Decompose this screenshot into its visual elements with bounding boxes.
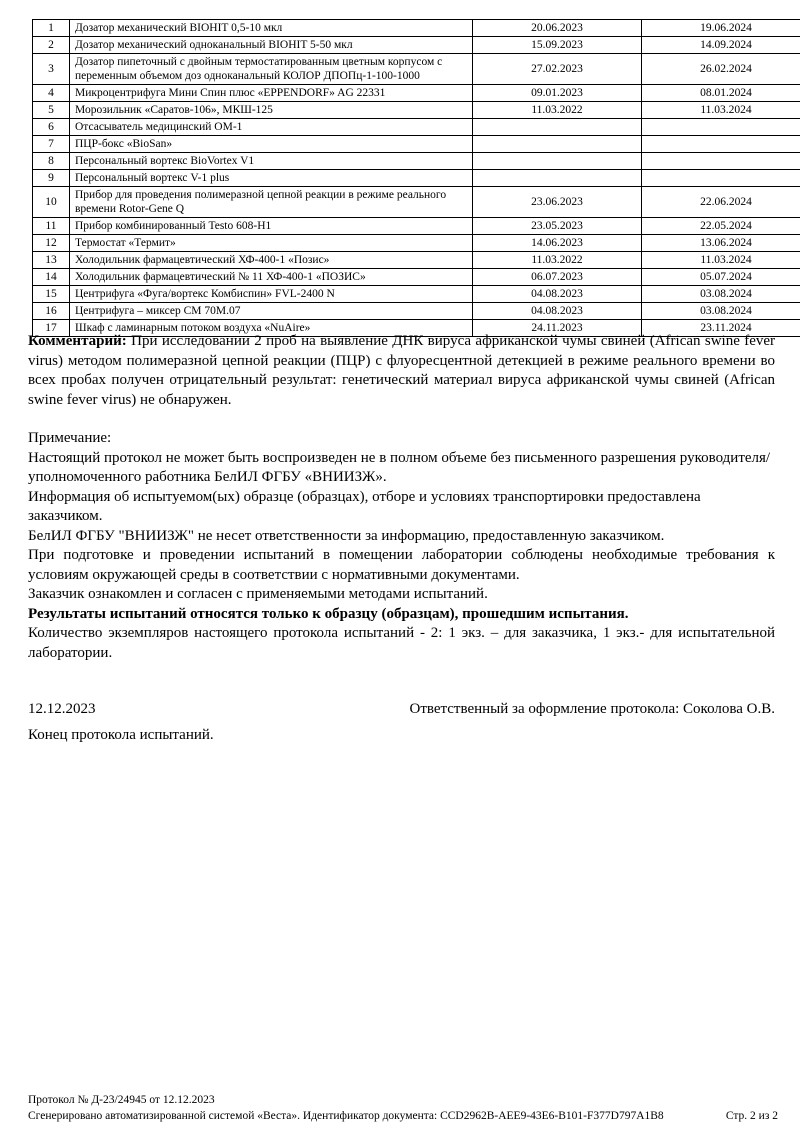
notes-section [28, 449, 775, 664]
row-number: 17 [33, 320, 70, 337]
equipment-name: Персональный вортекс V-1 plus [70, 170, 473, 187]
note-line: Информация об испытуемом(ых) образце (образцах), отборе и условиях транспортировки предоставлена заказчиком. [28, 488, 701, 524]
verification-valid-until: 08.01.2024 [642, 85, 800, 102]
equipment-name: Прибор комбинированный Testo 608-H1 [70, 218, 473, 235]
row-number: 14 [33, 269, 70, 286]
signature-date: 12.12.2023 [28, 701, 96, 717]
row-number: 3 [33, 54, 70, 85]
verification-valid-until: 14.09.2024 [642, 37, 800, 54]
equipment-name: Холодильник фармацевтический ХФ-400-1 «Позис» [70, 252, 473, 269]
row-number: 8 [33, 153, 70, 170]
verification-valid-until: 03.08.2024 [642, 286, 800, 303]
verification-date: 20.06.2023 [473, 20, 642, 37]
table-row [33, 187, 800, 218]
row-number: 7 [33, 136, 70, 153]
equipment-name: Отсасыватель медицинский ОМ-1 [70, 119, 473, 136]
equipment-name: Центрифуга – миксер СМ 70М.07 [70, 303, 473, 320]
verification-date [473, 119, 642, 136]
commentary-label: Комментарий: [28, 333, 127, 349]
responsible-person: Ответственный за оформление протокола: Соколова О.В. [409, 701, 775, 717]
note-line: Количество экземпляров настоящего протокола испытаний - 2: 1 экз. – для заказчика, 1 экз.- для испытательной лаборатории. [28, 625, 775, 661]
row-number: 13 [33, 252, 70, 269]
row-number: 16 [33, 303, 70, 320]
footer-generated-info: Сгенерировано автоматизированной системой «Веста». Идентификатор документа: CCD2962B-AEE9-43E6-B101-F377D797A1B8 [28, 1110, 664, 1122]
verification-date [473, 136, 642, 153]
equipment-name: Шкаф с ламинарным потоком воздуха «NuAire» [70, 320, 473, 337]
signature-row [28, 700, 775, 720]
notes-title: Примечание: [28, 430, 112, 446]
commentary-paragraph [28, 332, 775, 410]
note-line: Результаты испытаний относятся только к образцу (образцам), прошедшим испытания. [28, 605, 629, 622]
table-row [33, 20, 800, 37]
table-row [33, 102, 800, 119]
row-number: 15 [33, 286, 70, 303]
equipment-name: Дозатор механический BIOHIT 0,5-10 мкл [70, 20, 473, 37]
equipment-name: Морозильник «Саратов-106», МКШ-125 [70, 102, 473, 119]
footer-protocol-number: Протокол № Д-23/24945 от 12.12.2023 [28, 1094, 215, 1106]
equipment-name: Микроцентрифуга Мини Спин плюс «EPPENDORF» AG 22331 [70, 85, 473, 102]
equipment-name: ПЦР-бокс «BioSan» [70, 136, 473, 153]
end-of-protocol: Конец протокола испытаний. [28, 726, 214, 743]
note-line: При подготовке и проведении испытаний в помещении лаборатории соблюдены необходимые требования к условиям окружающей среды в соответствии с нормативными документами. [28, 547, 775, 583]
verification-date: 04.08.2023 [473, 303, 642, 320]
table-row [33, 252, 800, 269]
table-row [33, 218, 800, 235]
verification-valid-until [642, 170, 800, 187]
equipment-name: Персональный вортекс BioVortex V1 [70, 153, 473, 170]
row-number: 2 [33, 37, 70, 54]
table-row [33, 269, 800, 286]
verification-valid-until: 19.06.2024 [642, 20, 800, 37]
verification-valid-until [642, 119, 800, 136]
verification-valid-until: 22.06.2024 [642, 187, 800, 218]
table-row [33, 37, 800, 54]
verification-valid-until: 03.08.2024 [642, 303, 800, 320]
document-body [28, 332, 775, 745]
row-number: 12 [33, 235, 70, 252]
verification-date: 06.07.2023 [473, 269, 642, 286]
verification-valid-until: 26.02.2024 [642, 54, 800, 85]
verification-date: 09.01.2023 [473, 85, 642, 102]
table-row [33, 303, 800, 320]
equipment-name: Дозатор механический одноканальный BIOHIT 5-50 мкл [70, 37, 473, 54]
verification-valid-until: 22.05.2024 [642, 218, 800, 235]
table-row [33, 85, 800, 102]
verification-valid-until [642, 136, 800, 153]
row-number: 1 [33, 20, 70, 37]
verification-date: 11.03.2022 [473, 102, 642, 119]
equipment-name: Дозатор пипеточный с двойным термостатированным цветным корпусом с переменным объемом доз одноканальный КОЛОР ДПОПц-1-100-1000 [70, 54, 473, 85]
table-row [33, 54, 800, 85]
row-number: 4 [33, 85, 70, 102]
commentary-text: При исследовании 2 проб на выявление ДНК вируса африканской чумы свиней (African swine fever virus) методом полимеразной цепной реакции (ПЦР) с флуоресцентной детекцией в режиме реального времени во всех пробах получен отрицательный результат: генетический материал вируса африканской чумы свиней (African swine fever virus) не обнаружен. [28, 333, 776, 408]
page-footer [28, 1092, 778, 1124]
verification-date: 23.06.2023 [473, 187, 642, 218]
equipment-name: Центрифуга «Фуга/вортекс Комбиспин» FVL-2400 N [70, 286, 473, 303]
row-number: 6 [33, 119, 70, 136]
verification-valid-until: 11.03.2024 [642, 252, 800, 269]
verification-date [473, 153, 642, 170]
row-number: 5 [33, 102, 70, 119]
verification-valid-until: 13.06.2024 [642, 235, 800, 252]
table-row [33, 170, 800, 187]
verification-date: 23.05.2023 [473, 218, 642, 235]
equipment-name: Холодильник фармацевтический № 11 ХФ-400-1 «ПОЗИС» [70, 269, 473, 286]
row-number: 10 [33, 187, 70, 218]
equipment-table [32, 19, 800, 337]
equipment-table-body [33, 20, 800, 337]
verification-date: 04.08.2023 [473, 286, 642, 303]
table-row [33, 286, 800, 303]
verification-date [473, 170, 642, 187]
note-line: Настоящий протокол не может быть воспроизведен не в полном объеме без письменного разрешения руководителя/уполномоченного работника БелИЛ ФГБУ «ВНИИЗЖ». [28, 449, 771, 485]
table-row [33, 235, 800, 252]
note-line: Заказчик ознакомлен и согласен с применяемыми методами испытаний. [28, 586, 488, 602]
verification-date: 15.09.2023 [473, 37, 642, 54]
equipment-name: Термостат «Термит» [70, 235, 473, 252]
table-row [33, 153, 800, 170]
verification-date: 24.11.2023 [473, 320, 642, 337]
page-number: Стр. 2 из 2 [725, 1110, 778, 1122]
note-line: БелИЛ ФГБУ "ВНИИЗЖ" не несет ответственности за информацию, предоставленную заказчиком. [28, 527, 665, 544]
equipment-name: Прибор для проведения полимеразной цепной реакции в режиме реального времени Rotor-Gene Q [70, 187, 473, 218]
verification-valid-until: 05.07.2024 [642, 269, 800, 286]
footer-second-line [28, 1108, 778, 1124]
verification-date: 27.02.2023 [473, 54, 642, 85]
table-row [33, 136, 800, 153]
row-number: 11 [33, 218, 70, 235]
verification-date: 11.03.2022 [473, 252, 642, 269]
verification-valid-until: 11.03.2024 [642, 102, 800, 119]
verification-date: 14.06.2023 [473, 235, 642, 252]
verification-valid-until [642, 153, 800, 170]
row-number: 9 [33, 170, 70, 187]
table-row [33, 119, 800, 136]
verification-valid-until: 23.11.2024 [642, 320, 800, 337]
